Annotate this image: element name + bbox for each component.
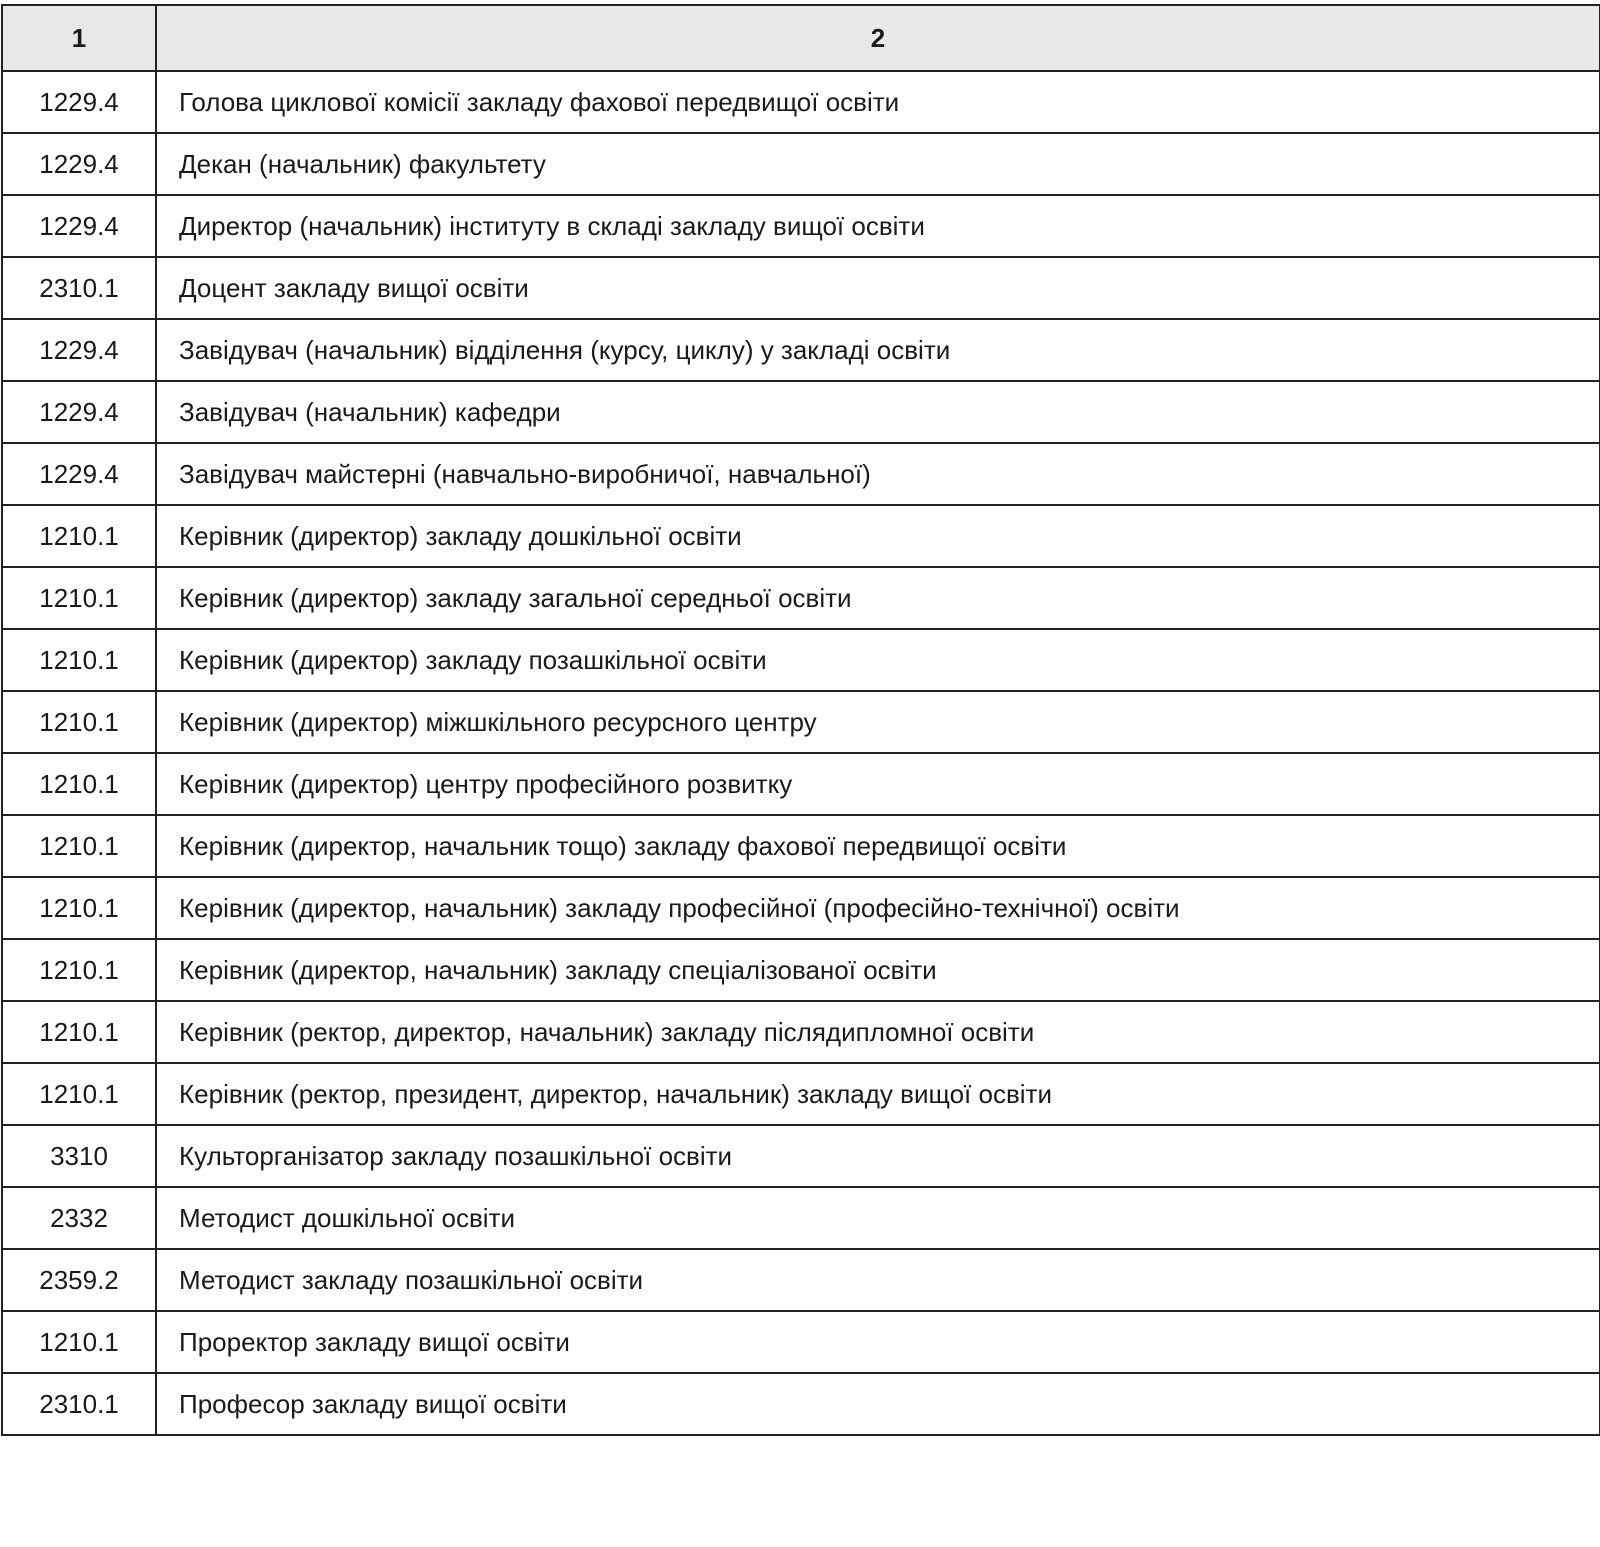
classification-code-cell: 1229.4 — [2, 195, 156, 257]
classification-code-cell: 1210.1 — [2, 939, 156, 1001]
table-body — [2, 71, 1600, 1435]
table-row — [2, 505, 1600, 567]
classification-code-cell: 1210.1 — [2, 691, 156, 753]
table-row — [2, 133, 1600, 195]
table-row — [2, 877, 1600, 939]
table-row — [2, 567, 1600, 629]
classification-code-cell: 1210.1 — [2, 753, 156, 815]
table-row — [2, 319, 1600, 381]
classification-code-cell: 1210.1 — [2, 505, 156, 567]
positions-table — [1, 4, 1600, 1436]
position-title-cell: Керівник (директор) центру професійного розвитку — [156, 753, 1600, 815]
table-row — [2, 753, 1600, 815]
position-title-cell: Керівник (директор, начальник тощо) закладу фахової передвищої освіти — [156, 815, 1600, 877]
position-title-cell: Методист дошкільної освіти — [156, 1187, 1600, 1249]
positions-table-container — [1, 4, 1599, 1436]
table-row — [2, 1125, 1600, 1187]
table-row — [2, 1063, 1600, 1125]
position-title-cell: Керівник (директор) міжшкільного ресурсного центру — [156, 691, 1600, 753]
position-title-cell: Методист закладу позашкільної освіти — [156, 1249, 1600, 1311]
classification-code-cell: 1229.4 — [2, 133, 156, 195]
classification-code-cell: 2332 — [2, 1187, 156, 1249]
position-title-cell: Завідувач майстерні (навчально-виробничої, навчальної) — [156, 443, 1600, 505]
table-row — [2, 257, 1600, 319]
position-title-cell: Проректор закладу вищої освіти — [156, 1311, 1600, 1373]
classification-code-cell: 1210.1 — [2, 815, 156, 877]
position-title-cell: Декан (начальник) факультету — [156, 133, 1600, 195]
position-title-cell: Завідувач (начальник) відділення (курсу, циклу) у закладі освіти — [156, 319, 1600, 381]
classification-code-cell: 2310.1 — [2, 257, 156, 319]
column-header-name: 2 — [156, 5, 1600, 71]
classification-code-cell: 1229.4 — [2, 381, 156, 443]
table-row — [2, 1001, 1600, 1063]
column-header-code: 1 — [2, 5, 156, 71]
table-row — [2, 443, 1600, 505]
position-title-cell: Культорганізатор закладу позашкільної освіти — [156, 1125, 1600, 1187]
position-title-cell: Директор (начальник) інституту в складі закладу вищої освіти — [156, 195, 1600, 257]
table-row — [2, 629, 1600, 691]
table-row — [2, 71, 1600, 133]
table-header — [2, 5, 1600, 71]
classification-code-cell: 1210.1 — [2, 877, 156, 939]
position-title-cell: Керівник (директор, начальник) закладу спеціалізованої освіти — [156, 939, 1600, 1001]
classification-code-cell: 1210.1 — [2, 1063, 156, 1125]
header-row — [2, 5, 1600, 71]
position-title-cell: Керівник (директор) закладу загальної середньої освіти — [156, 567, 1600, 629]
table-row — [2, 939, 1600, 1001]
position-title-cell: Керівник (директор) закладу позашкільної освіти — [156, 629, 1600, 691]
classification-code-cell: 1229.4 — [2, 319, 156, 381]
classification-code-cell: 2310.1 — [2, 1373, 156, 1435]
position-title-cell: Завідувач (начальник) кафедри — [156, 381, 1600, 443]
classification-code-cell: 1229.4 — [2, 71, 156, 133]
table-row — [2, 815, 1600, 877]
position-title-cell: Керівник (ректор, президент, директор, начальник) закладу вищої освіти — [156, 1063, 1600, 1125]
position-title-cell: Доцент закладу вищої освіти — [156, 257, 1600, 319]
classification-code-cell: 1210.1 — [2, 1311, 156, 1373]
classification-code-cell: 1210.1 — [2, 567, 156, 629]
classification-code-cell: 1210.1 — [2, 629, 156, 691]
table-row — [2, 1187, 1600, 1249]
position-title-cell: Голова циклової комісії закладу фахової передвищої освіти — [156, 71, 1600, 133]
classification-code-cell: 3310 — [2, 1125, 156, 1187]
classification-code-cell: 1210.1 — [2, 1001, 156, 1063]
classification-code-cell: 1229.4 — [2, 443, 156, 505]
position-title-cell: Керівник (ректор, директор, начальник) закладу післядипломної освіти — [156, 1001, 1600, 1063]
table-row — [2, 1311, 1600, 1373]
position-title-cell: Керівник (директор, начальник) закладу професійної (професійно-технічної) освіти — [156, 877, 1600, 939]
position-title-cell: Професор закладу вищої освіти — [156, 1373, 1600, 1435]
table-row — [2, 691, 1600, 753]
position-title-cell: Керівник (директор) закладу дошкільної освіти — [156, 505, 1600, 567]
table-row — [2, 381, 1600, 443]
table-row — [2, 195, 1600, 257]
classification-code-cell: 2359.2 — [2, 1249, 156, 1311]
table-row — [2, 1373, 1600, 1435]
table-row — [2, 1249, 1600, 1311]
